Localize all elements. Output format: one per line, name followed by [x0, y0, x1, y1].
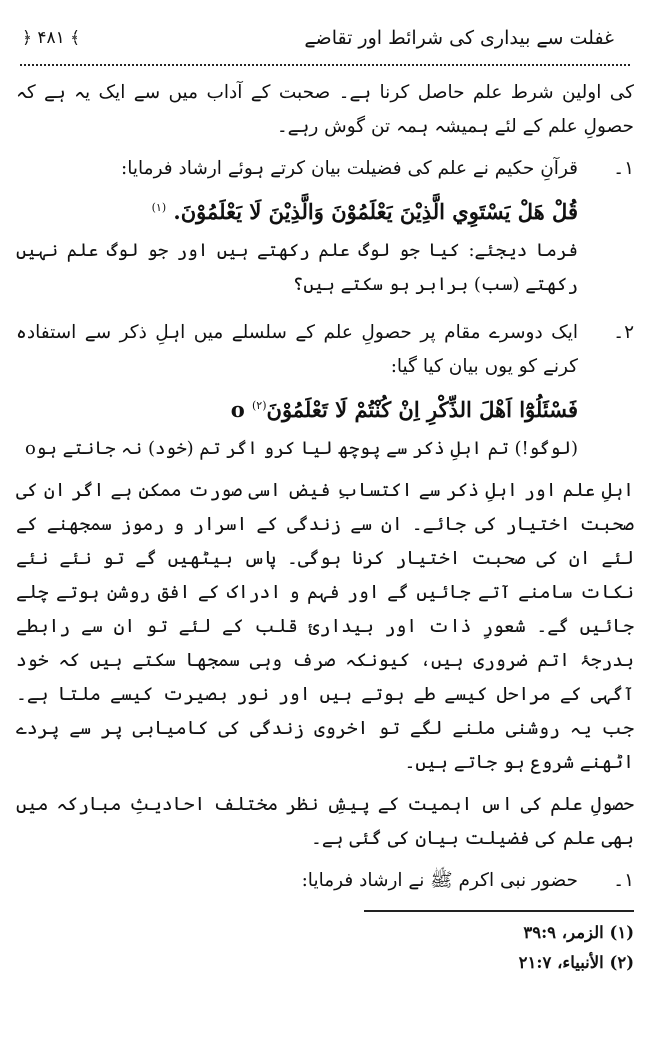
header-divider — [20, 64, 630, 66]
quran-verse-2 — [16, 386, 634, 430]
item-text: قرآنِ حکیم نے علم کی فضیلت بیان کرتے ہوئے ارشاد فرمایا: — [121, 158, 578, 179]
item-text: حضور نبی اکرم ﷺ نے ارشاد فرمایا: — [301, 870, 578, 891]
page-body — [16, 76, 634, 978]
verse-translation-2: (لوگو!) تم اہلِ ذکر سے پوچھ لیا کرو اگر تم (خود) نہ جانتے ہوo — [25, 438, 578, 459]
quran-verse-1 — [16, 188, 634, 232]
footnote-marker: (۲) — [252, 399, 267, 412]
footnote-divider — [364, 910, 634, 912]
verse-text: فَسْئَلُوْٓا اَهْلَ الذِّكْرِ اِنْ كُنْتُمْ لَا تَعْلَمُوْنَo — [230, 397, 578, 422]
item-text: ایک دوسرے مقام پر حصولِ علم کے سلسلے میں اہلِ ذکر سے استفادہ کرنے کو یوں بیان کیا گیا: — [16, 322, 578, 377]
verse-text: قُلْ هَلْ يَسْتَوِي الَّذِيْنَ يَعْلَمُوْنَ وَالَّذِيْنَ لَا يَعْلَمُوْنَ. — [173, 199, 578, 224]
footnote-1: (۱) الزمر، ۳۹:۹ — [523, 923, 634, 942]
verse-translation-1: فرما دیجئے: کیا جو لوگ علم رکھتے ہیں اور جو لوگ علم نہیں رکھتے (سب) برابر ہو سکتے ہیں؟ — [16, 240, 578, 295]
running-title: غفلت سے بیداری کی شرائط اور تقاضے — [304, 27, 614, 49]
page-number: ﴿ ۴۸۱ ﴾ — [22, 28, 81, 48]
paragraph-2: اہلِ علم اور اہلِ ذکر سے اکتسابِ فیض اسی صورت ممکن ہے اگر ان کی صحبت اختیار کی جائے۔ ان سے زندگی کے اسرار و رموز سمجھنے کے لئے ان کی صحبت اختیار کرنا ہوگی۔ پاس بیٹھیں گے تو نئے نئے نکات سامنے آتے جائیں گے اور فہم و ادراک کے افق روشن ہوتے چلے جائیں گے۔ شعورِ ذات اور بیداریٔ قلب کے لئے تو ان سے رابطے بدرجۂ اتم ضروری ہیں، کیونکہ صرف وہی سمجھا سکتے ہیں کہ خود آگہی کے مراحل کیسے طے ہوتے ہیں اور نور بصیرت کیسے ملتا ہے۔ جب یہ روشنی ملنے لگے تو اخروی زندگی کی کامیابی پر سے پردے اٹھنے شروع ہو جاتے ہیں۔ — [16, 480, 634, 773]
page-header — [16, 0, 634, 62]
footnote-marker: (۱) — [151, 201, 167, 214]
item-number: ۱۔ — [613, 158, 634, 179]
item-number: ۱۔ — [613, 870, 634, 891]
list-item-3 — [16, 864, 634, 898]
list-item-2 — [16, 316, 634, 384]
footnotes — [16, 918, 634, 978]
paragraph-1: کی اولین شرط علم حاصل کرنا ہے۔ صحبت کے آداب میں سے ایک یہ ہے کہ حصولِ علم کے لئے ہمیشہ ہمہ تن گوش رہے۔ — [16, 82, 634, 137]
footnote-2: (۲) الأنبياء، ۲۱:۷ — [518, 953, 634, 972]
item-number: ۲۔ — [613, 322, 634, 343]
list-item-1 — [16, 152, 634, 186]
paragraph-3: حصولِ علم کی اس اہمیت کے پیشِ نظر مختلف احادیثِ مبارکہ میں بھی علم کی فضیلت بیان کی گئی ہے۔ — [16, 794, 634, 849]
